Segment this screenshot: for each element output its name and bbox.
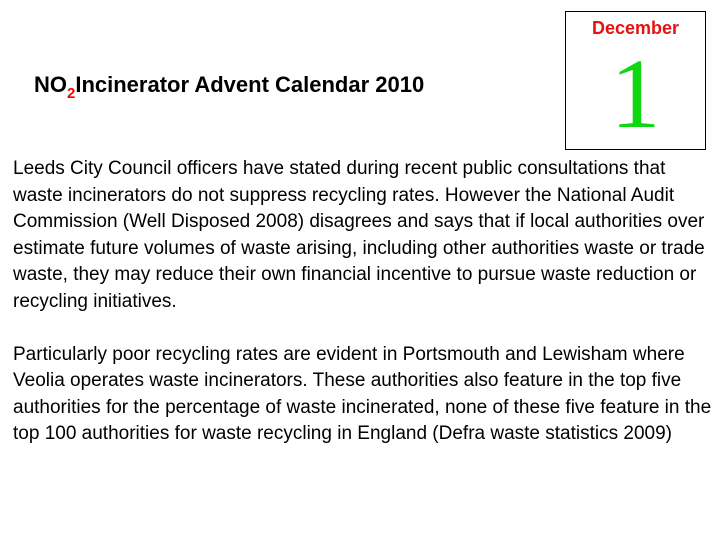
paragraph-2: Particularly poor recycling rates are evident in Portsmouth and Lewisham where Veolia operates waste incinerators. These authorities also feature in the top five authorities for the percentage of waste incinerated, none of these five feature in the top 100 authorities for waste recycling in England (Defra waste statistics 2009) xyxy=(13,343,712,444)
title-text: Incinerator Advent Calendar 2010 xyxy=(75,72,425,97)
article-body xyxy=(13,156,718,448)
calendar-page xyxy=(565,11,706,150)
title-subscript: 2 xyxy=(67,85,76,102)
calendar-month: December xyxy=(591,18,680,38)
calendar-day: 1 xyxy=(610,38,661,149)
page-title xyxy=(34,70,424,109)
paragraph-1: Leeds City Council officers have stated during recent public consultations that waste incinerators do not suppress recycling rates. However the National Audit Commission (Well Disposed 2008) disagrees and says that if local authorities over estimate future volumes of waste arising, including other authorities waste or trade waste, they may reduce their own financial incentive to pursue waste reduction or recycling initiatives. xyxy=(13,158,705,312)
title-prefix: NO xyxy=(34,72,67,97)
